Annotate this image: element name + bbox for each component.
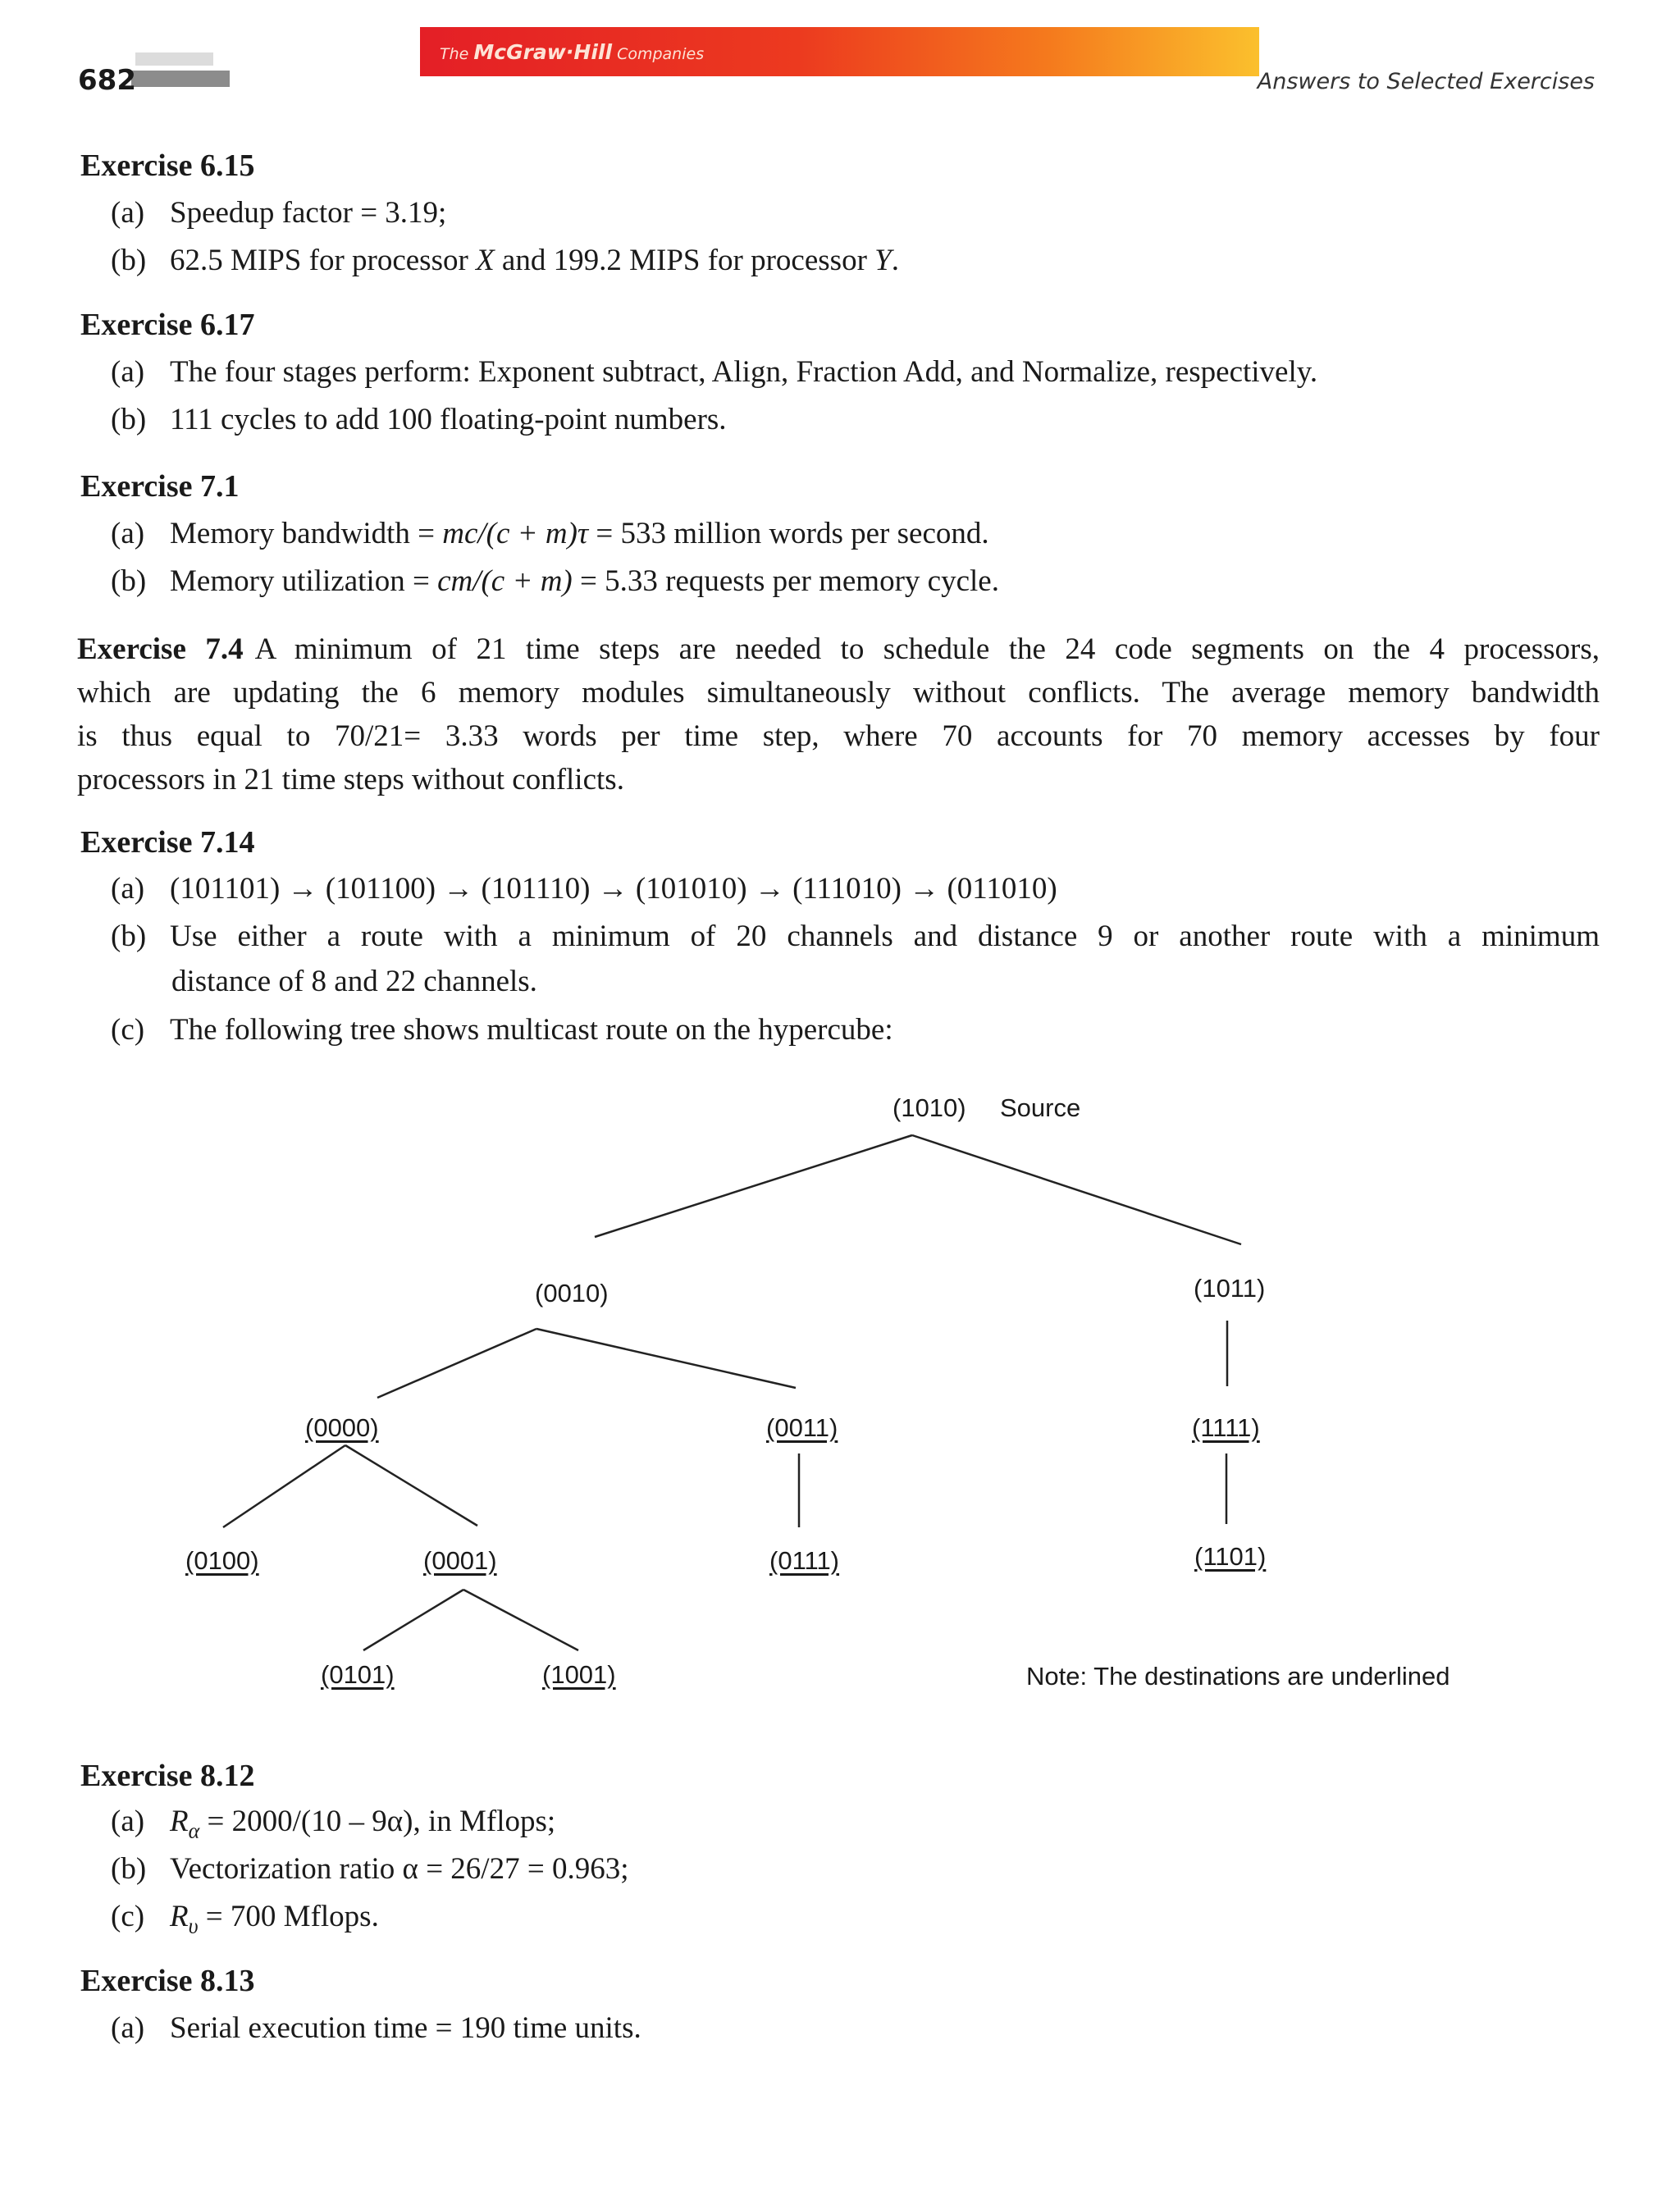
tree-edge xyxy=(463,1590,578,1650)
exercise-title: Exercise 8.12 xyxy=(80,1759,255,1793)
exercise-item-continuation: distance of 8 and 22 channels. xyxy=(171,965,537,998)
exercise-item: (c) The following tree shows multicast route on the hypercube: xyxy=(111,1013,893,1047)
tree-source-label: Source xyxy=(1000,1093,1081,1122)
tree-node-destination: (1101) xyxy=(1194,1542,1267,1571)
tree-node: (0010) xyxy=(535,1279,609,1307)
tree-edge xyxy=(363,1590,463,1650)
tree-node-destination: (0001) xyxy=(423,1546,497,1575)
exercise-item: (c) $R_\upsilon = 700$ Mflops. xyxy=(111,1900,379,1938)
exercise-title: Exercise 7.4 xyxy=(77,632,244,666)
exercise-item: (b) Vectorization ratio α = 26/27 = 0.963; xyxy=(111,1852,629,1886)
tree-node-destination: (0011) xyxy=(766,1413,838,1442)
tree-edge xyxy=(536,1329,796,1388)
exercise-title: Exercise 7.1 xyxy=(80,469,240,504)
exercise-item: (b) 62.5 MIPS for processor X and 199.2 MIPS for processor Y. xyxy=(111,244,899,277)
exercise-paragraph-line: is thus equal to 70/21= 3.33 words per time step, where 70 accounts for 70 memory accesses by four xyxy=(77,719,1600,753)
tree-node-destination: (1001) xyxy=(542,1660,616,1689)
exercise-item: (b) 111 cycles to add 100 floating-point numbers. xyxy=(111,403,727,436)
tree-node-destination: (0100) xyxy=(185,1546,259,1575)
page-number: 682 xyxy=(78,64,136,97)
tree-edge xyxy=(345,1445,477,1526)
tree-edge xyxy=(377,1329,536,1398)
exercise-item: (a) (101101) → (101100) → (101110) → (101010) → (111010) → (011010) xyxy=(111,872,1057,906)
exercise-paragraph-line: processors in 21 time steps without conflicts. xyxy=(77,763,624,796)
exercise-title: Exercise 8.13 xyxy=(80,1964,255,1998)
tree-node-destination: (1111) xyxy=(1192,1413,1260,1442)
tree-node-destination: (0111) xyxy=(769,1546,840,1575)
tree-edge xyxy=(595,1135,912,1237)
tree-node: (1011) xyxy=(1194,1274,1266,1303)
exercise-title: Exercise 6.15 xyxy=(80,148,255,183)
tree-edge xyxy=(223,1445,345,1527)
exercise-title: Exercise 6.17 xyxy=(80,308,255,342)
tree-node-destination: (0000) xyxy=(305,1413,379,1442)
publisher-logo: The McGraw·Hill Companies xyxy=(440,40,705,64)
exercise-item: (a) Speedup factor = 3.19; xyxy=(111,196,447,230)
tree-edge xyxy=(912,1135,1241,1244)
exercise-item: (a) The four stages perform: Exponent subtract, Align, Fraction Add, and Normalize, respectively. xyxy=(111,355,1318,389)
exercise-item: (a) Serial execution time = 190 time units. xyxy=(111,2011,641,2045)
running-head: Answers to Selected Exercises xyxy=(1257,69,1595,94)
exercise-paragraph-line: Exercise 7.4 A minimum of 21 time steps are needed to schedule the 24 code segments on the 4 processors, xyxy=(77,632,1600,666)
tree-node-source: (1010) xyxy=(892,1093,966,1122)
tree-node-destination: (0101) xyxy=(321,1660,395,1689)
exercise-title: Exercise 7.14 xyxy=(80,825,255,860)
exercise-item: (b) Use either a route with a minimum of 20 channels and distance 9 or another route with a minimum xyxy=(111,920,1600,953)
exercise-item: (a) Memory bandwidth = mc/(c + m)τ = 533 million words per second. xyxy=(111,517,989,550)
exercise-item: (b) Memory utilization = cm/(c + m) = 5.33 requests per memory cycle. xyxy=(111,564,999,598)
tree-note: Note: The destinations are underlined xyxy=(1026,1662,1450,1691)
exercise-item: (a) $R_\alpha = 2000/(10 - 9\alpha)$, in Mflops; xyxy=(111,1805,556,1843)
exercise-paragraph-line: which are updating the 6 memory modules simultaneously without conflicts. The average memory bandwidth xyxy=(77,676,1600,710)
